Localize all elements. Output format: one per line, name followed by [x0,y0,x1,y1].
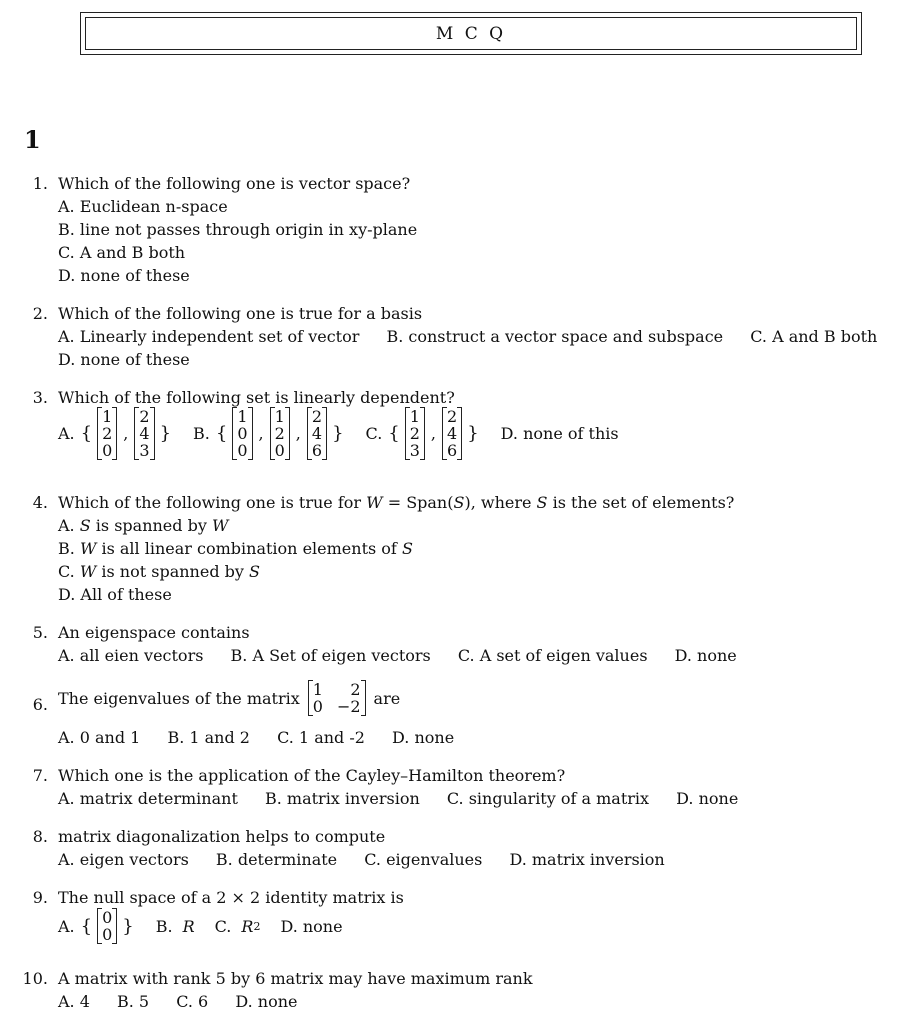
option-b: B. A Set of eigen vectors [230,646,431,665]
question-number: 3. [32,388,48,407]
option-b: B. matrix inversion [264,789,420,808]
matrix [97,407,117,460]
options-row [58,789,760,808]
question-text-end: are [373,688,401,708]
option-d: D. none [676,789,739,808]
option-b: B. determinate [215,850,338,869]
matrix-entry: 0 [102,441,113,460]
question-text: Which of the following one is true for a basis [58,304,423,323]
open-brace: { [215,423,228,444]
question-number: 10. [22,969,48,988]
matrix [307,407,327,460]
question-number: 2. [32,304,48,323]
option-b-value: R [182,916,195,936]
question-text: Which one is the application of the Cayley–Hamilton theorem? [58,766,566,785]
matrix [270,407,290,460]
question-text: The null space of a 2 × 2 identity matrix is [58,888,404,907]
matrix-entry: 0 [312,697,323,716]
matrix-entry: 1 [409,407,420,426]
matrix-entry: 0 [237,424,248,443]
options-row [58,646,759,665]
option-c: C. 6 [176,992,209,1011]
matrix-entry: 4 [447,424,458,443]
option-c: C. A and B both [750,327,878,346]
option-a-label: A. [58,424,75,443]
option-c: C. singularity of a matrix [446,789,650,808]
option-a: A. 4 [58,992,90,1011]
question-text: An eigenspace contains [58,623,250,642]
matrix-entry: 4 [139,424,150,443]
options-row [58,992,319,1011]
option-a: A. eigen vectors [58,850,189,869]
option-b: B. line not passes through origin in xy-plane [58,220,418,239]
option-b: B. W is all linear combination elements of S [58,539,413,558]
option-d: D. All of these [58,585,172,604]
option-c: C. W is not spanned by S [58,562,260,581]
option-c: C. A and B both [58,243,186,262]
matrix [442,407,462,460]
matrix [308,680,366,716]
matrix-entry: 1 [102,407,113,426]
matrix [134,407,154,460]
close-brace: } [332,423,344,444]
option-c: C. A set of eigen values [457,646,648,665]
comma: , [123,424,129,443]
option-a-label: A. [58,916,75,936]
matrix-entry: 1 [312,680,323,699]
matrix-entry: 4 [311,424,323,443]
option-b: B. 1 and 2 [167,728,250,747]
question-text: A matrix with rank 5 by 6 matrix may have maximum rank [58,969,533,988]
option-d: D. none [674,646,737,665]
matrix-entry: 3 [409,441,420,460]
matrix-entry: 3 [139,441,150,460]
comma: , [295,424,301,443]
option-c-label: C. [214,916,232,936]
matrix [232,407,252,460]
option-c-value: R [241,916,254,936]
matrix-entry: −2 [336,697,361,716]
question-text-start: The eigenvalues of the matrix [58,688,300,708]
question-number: 6. [32,695,48,714]
option-d: D. none [280,916,343,936]
matrix [405,407,425,460]
matrix-entry: 2 [102,424,113,443]
option-a: A. matrix determinant [58,789,238,808]
comma: , [258,424,264,443]
option-b-label: B. [193,424,210,443]
options-row [58,407,619,460]
option-a: A. Linearly independent set of vector [58,327,360,346]
matrix-entry: 0 [274,441,285,460]
option-a: A. S is spanned by W [58,516,229,535]
close-brace: } [159,423,172,444]
question-number: 8. [32,827,48,846]
matrix-entry: 2 [409,424,420,443]
matrix-entry: 1 [274,407,285,426]
question-text: Which of the following set is linearly dependent? [58,388,455,407]
matrix-entry: 0 [237,441,248,460]
open-brace: { [80,915,93,937]
title-box [80,12,862,55]
options-row [58,908,343,944]
option-b: B. construct a vector space and subspace [386,327,724,346]
matrix-entry: 6 [447,441,458,460]
options-row [58,327,877,346]
comma: , [430,424,437,443]
question-number: 5. [32,623,48,642]
option-b: B. 5 [117,992,150,1011]
question-number: 9. [32,888,48,907]
open-brace: { [80,423,93,444]
option-c-superscript: 2 [253,919,261,933]
option-a: A. 0 and 1 [58,728,141,747]
option-c-label: C. [365,424,383,443]
option-d: D. none [392,728,455,747]
option-d: D. none [235,992,298,1011]
section-number: 1 [24,125,41,154]
question-number: 7. [32,766,48,785]
question-text: Which of the following one is vector space? [58,174,411,193]
matrix-entry: 0 [102,925,113,944]
option-c: C. eigenvalues [364,850,483,869]
matrix-entry: 2 [350,680,361,699]
option-b-label: B. [155,916,173,936]
matrix-entry: 1 [237,407,248,426]
matrix-entry: 2 [311,407,323,426]
question-number: 4. [32,493,48,512]
close-brace: } [467,423,479,444]
options-row [58,850,687,869]
matrix [97,908,117,944]
option-c: C. 1 and -2 [277,728,365,747]
page-title: M C Q [85,17,857,50]
close-brace: } [122,915,134,937]
option-a: A. all eien vectors [58,646,204,665]
option-d: D. none of this [500,424,619,443]
question-text: Which of the following one is true for W = Span(S), where S is the set of elements? [58,493,735,512]
matrix-entry: 6 [311,441,323,460]
matrix-entry: 2 [274,424,285,443]
open-brace: { [388,423,400,444]
matrix-entry: 2 [447,407,458,426]
question-text [58,680,400,716]
question-number: 1. [32,174,48,193]
options-row [58,728,476,747]
question-text: matrix diagonalization helps to compute [58,827,386,846]
option-d: D. matrix inversion [509,850,665,869]
option-d: D. none of these [58,266,190,285]
option-d: D. none of these [58,350,190,369]
matrix-entry: 0 [102,908,113,927]
option-a: A. Euclidean n-space [58,197,228,216]
matrix-entry: 2 [139,407,150,426]
